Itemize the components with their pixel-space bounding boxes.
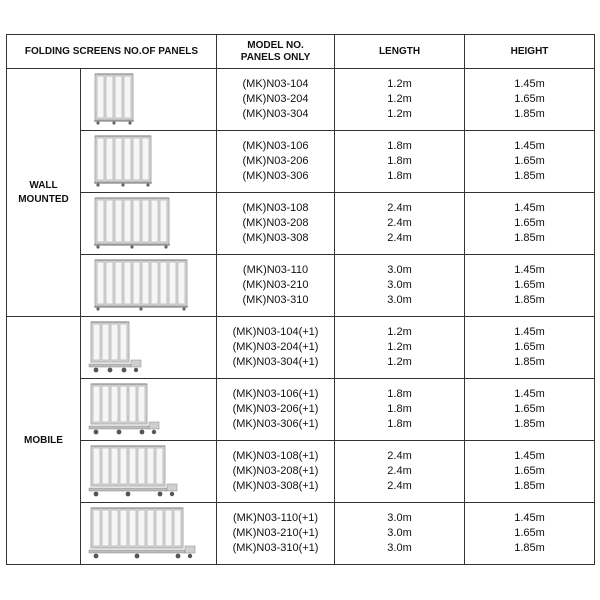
height-value-cell (465, 441, 595, 503)
model-number: (MK)N03-310(+1) (232, 542, 319, 554)
height-value: 1.65m (514, 155, 545, 167)
length-value: 1.2m (387, 93, 412, 105)
height-value: 1.45m (514, 450, 545, 462)
length-value: 1.8m (387, 155, 412, 167)
model-number: (MK)N03-306 (242, 170, 309, 182)
length-value: 3.0m (387, 294, 412, 306)
model-number: (MK)N03-104 (242, 78, 309, 90)
model-number: (MK)N03-106 (242, 140, 309, 152)
table-row (7, 379, 595, 441)
model-number-cell (217, 441, 335, 503)
height-value: 1.65m (514, 341, 545, 353)
header-length: LENGTH (335, 35, 465, 69)
length-value: 3.0m (387, 527, 412, 539)
length-value-cell (335, 441, 465, 503)
length-value-cell (335, 379, 465, 441)
height-value-cell (465, 255, 595, 317)
height-value-cell (465, 193, 595, 255)
table-body (7, 69, 595, 565)
height-value: 1.65m (514, 93, 545, 105)
model-number: (MK)N03-104(+1) (232, 326, 319, 338)
height-value: 1.85m (514, 108, 545, 120)
height-value-cell (465, 317, 595, 379)
model-number-cell (217, 379, 335, 441)
screen-image-cell (81, 503, 217, 565)
height-value: 1.85m (514, 232, 545, 244)
length-value: 2.4m (387, 232, 412, 244)
height-value: 1.65m (514, 527, 545, 539)
table-row (7, 441, 595, 503)
spec-table (6, 34, 595, 565)
length-value: 2.4m (387, 217, 412, 229)
model-number: (MK)N03-110 (242, 264, 309, 276)
model-number: (MK)N03-106(+1) (232, 388, 319, 400)
height-value: 1.65m (514, 465, 545, 477)
folding-screen-image (84, 133, 214, 191)
model-number: (MK)N03-206(+1) (232, 403, 319, 415)
model-number: (MK)N03-304(+1) (232, 356, 319, 368)
length-value: 3.0m (387, 264, 412, 276)
folding-screen-image (84, 195, 214, 253)
length-value: 1.2m (387, 108, 412, 120)
height-value: 1.45m (514, 140, 545, 152)
model-number: (MK)N03-208 (242, 217, 309, 229)
model-number: (MK)N03-210(+1) (232, 527, 319, 539)
model-number: (MK)N03-310 (242, 294, 309, 306)
height-value: 1.65m (514, 217, 545, 229)
length-value: 1.8m (387, 170, 412, 182)
header-model (217, 35, 335, 69)
height-value: 1.45m (514, 202, 545, 214)
folding-screen-image (84, 71, 214, 129)
model-number-cell (217, 193, 335, 255)
screen-image-cell (81, 131, 217, 193)
model-number: (MK)N03-110(+1) (232, 512, 319, 524)
model-number: (MK)N03-304 (242, 108, 309, 120)
length-value: 3.0m (387, 542, 412, 554)
height-value: 1.85m (514, 418, 545, 430)
model-number: (MK)N03-204 (242, 93, 309, 105)
folding-screen-image (84, 257, 214, 315)
group-label-line2: MOUNTED (18, 193, 69, 205)
height-value: 1.85m (514, 170, 545, 182)
length-value: 1.2m (387, 356, 412, 368)
length-value: 2.4m (387, 465, 412, 477)
model-number: (MK)N03-204(+1) (232, 341, 319, 353)
height-value: 1.45m (514, 264, 545, 276)
length-value: 1.2m (387, 78, 412, 90)
height-value: 1.45m (514, 512, 545, 524)
table-row (7, 255, 595, 317)
length-value: 2.4m (387, 450, 412, 462)
height-value: 1.85m (514, 542, 545, 554)
height-value-cell (465, 131, 595, 193)
height-value: 1.65m (514, 279, 545, 291)
length-value: 1.8m (387, 140, 412, 152)
length-value-cell (335, 69, 465, 131)
group-label (7, 317, 81, 565)
screen-image-cell (81, 317, 217, 379)
model-number: (MK)N03-208(+1) (232, 465, 319, 477)
screen-image-cell (81, 255, 217, 317)
height-value: 1.45m (514, 388, 545, 400)
length-value: 1.8m (387, 388, 412, 400)
header-model-line2: PANELS ONLY (240, 51, 311, 63)
header-model-line1: MODEL NO. (247, 39, 304, 51)
screen-image-cell (81, 69, 217, 131)
folding-screen-image (84, 319, 214, 377)
table-row (7, 193, 595, 255)
model-number-cell (217, 503, 335, 565)
length-value: 1.8m (387, 418, 412, 430)
header-height: HEIGHT (465, 35, 595, 69)
screen-image-cell (81, 441, 217, 503)
screen-image-cell (81, 379, 217, 441)
height-value: 1.85m (514, 356, 545, 368)
height-value-cell (465, 69, 595, 131)
model-number: (MK)N03-210 (242, 279, 309, 291)
model-number-cell (217, 69, 335, 131)
folding-screen-image (84, 381, 214, 439)
length-value-cell (335, 131, 465, 193)
length-value-cell (335, 255, 465, 317)
length-value: 1.2m (387, 326, 412, 338)
length-value: 2.4m (387, 480, 412, 492)
table-row (7, 317, 595, 379)
folding-screen-image (84, 443, 214, 501)
height-value: 1.65m (514, 403, 545, 415)
header-row (7, 35, 595, 69)
screen-image-cell (81, 193, 217, 255)
model-number-cell (217, 317, 335, 379)
header-type: FOLDING SCREENS NO.OF PANELS (7, 35, 217, 69)
model-number: (MK)N03-306(+1) (232, 418, 319, 430)
height-value: 1.45m (514, 78, 545, 90)
group-label-line1: WALL (29, 179, 58, 191)
length-value: 1.2m (387, 341, 412, 353)
height-value-cell (465, 379, 595, 441)
model-number-cell (217, 131, 335, 193)
model-number: (MK)N03-108 (242, 202, 309, 214)
group-label (7, 69, 81, 317)
group-label-line1: MOBILE (24, 434, 63, 446)
table-row (7, 69, 595, 131)
model-number: (MK)N03-206 (242, 155, 309, 167)
model-number: (MK)N03-308 (242, 232, 309, 244)
length-value: 2.4m (387, 202, 412, 214)
folding-screen-image (84, 505, 214, 563)
model-number: (MK)N03-108(+1) (232, 450, 319, 462)
model-number-cell (217, 255, 335, 317)
length-value: 3.0m (387, 279, 412, 291)
height-value-cell (465, 503, 595, 565)
length-value-cell (335, 503, 465, 565)
height-value: 1.45m (514, 326, 545, 338)
height-value: 1.85m (514, 480, 545, 492)
table-row (7, 503, 595, 565)
model-number: (MK)N03-308(+1) (232, 480, 319, 492)
length-value: 3.0m (387, 512, 412, 524)
height-value: 1.85m (514, 294, 545, 306)
table-row (7, 131, 595, 193)
length-value-cell (335, 317, 465, 379)
length-value-cell (335, 193, 465, 255)
length-value: 1.8m (387, 403, 412, 415)
